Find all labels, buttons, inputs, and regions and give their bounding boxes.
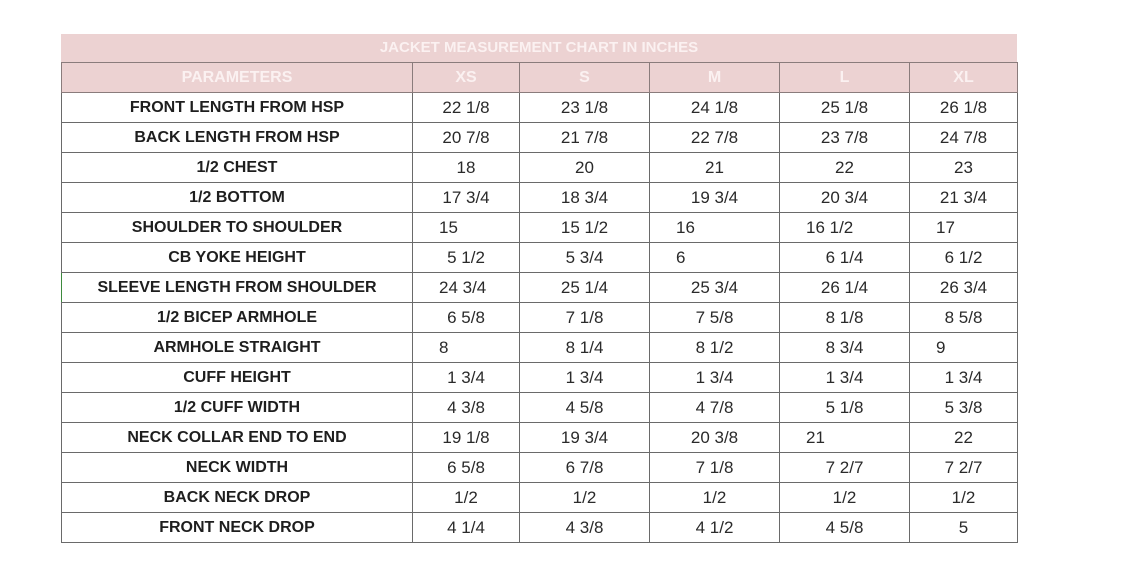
- value-cell: 25 3/4: [650, 273, 780, 303]
- value-cell: 8 1/8: [780, 303, 910, 333]
- value-cell: 21 7/8: [520, 123, 650, 153]
- value-cell: 7 1/8: [650, 453, 780, 483]
- table-row: [62, 273, 1018, 303]
- value-cell: 6 1/2: [910, 243, 1018, 273]
- value-cell: 6 7/8: [520, 453, 650, 483]
- value-cell: 7 5/8: [650, 303, 780, 333]
- table-row: [62, 393, 1018, 423]
- value-cell: 1 3/4: [520, 363, 650, 393]
- value-cell: 1 3/4: [413, 363, 520, 393]
- chart-title: JACKET MEASUREMENT CHART IN INCHES: [61, 34, 1017, 62]
- value-cell: 21: [780, 423, 910, 453]
- value-cell: 4 1/4: [413, 513, 520, 543]
- value-cell: 4 5/8: [780, 513, 910, 543]
- value-cell: 19 3/4: [520, 423, 650, 453]
- parameter-cell: ARMHOLE STRAIGHT: [62, 333, 413, 363]
- table-row: [62, 513, 1018, 543]
- value-cell: 6 5/8: [413, 303, 520, 333]
- value-cell: 4 1/2: [650, 513, 780, 543]
- value-cell: 4 3/8: [520, 513, 650, 543]
- table-row: [62, 423, 1018, 453]
- table-row: [62, 453, 1018, 483]
- value-cell: 24 1/8: [650, 93, 780, 123]
- value-cell: 7 2/7: [910, 453, 1018, 483]
- value-cell: 20 3/8: [650, 423, 780, 453]
- value-cell: 4 7/8: [650, 393, 780, 423]
- value-cell: 20: [520, 153, 650, 183]
- measurement-table: [61, 62, 1018, 543]
- value-cell: 1 3/4: [780, 363, 910, 393]
- table-row: [62, 483, 1018, 513]
- value-cell: 8 3/4: [780, 333, 910, 363]
- header-size-s: S: [520, 63, 650, 93]
- value-cell: 19 3/4: [650, 183, 780, 213]
- value-cell: 21: [650, 153, 780, 183]
- value-cell: 5 3/8: [910, 393, 1018, 423]
- parameter-cell: CUFF HEIGHT: [62, 363, 413, 393]
- value-cell: 4 5/8: [520, 393, 650, 423]
- value-cell: 8 1/2: [650, 333, 780, 363]
- parameter-cell: 1/2 CHEST: [62, 153, 413, 183]
- table-row: [62, 123, 1018, 153]
- header-size-l: L: [780, 63, 910, 93]
- table-row: [62, 213, 1018, 243]
- value-cell: 20 7/8: [413, 123, 520, 153]
- parameter-cell: NECK COLLAR END TO END: [62, 423, 413, 453]
- table-body: [62, 93, 1018, 543]
- value-cell: 22: [910, 423, 1018, 453]
- table-row: [62, 303, 1018, 333]
- value-cell: 23 7/8: [780, 123, 910, 153]
- value-cell: 5: [910, 513, 1018, 543]
- parameter-cell: FRONT LENGTH FROM HSP: [62, 93, 413, 123]
- value-cell: 1/2: [910, 483, 1018, 513]
- value-cell: 8 1/4: [520, 333, 650, 363]
- table-row: [62, 363, 1018, 393]
- parameter-cell: BACK NECK DROP: [62, 483, 413, 513]
- value-cell: 8: [413, 333, 520, 363]
- value-cell: 22: [780, 153, 910, 183]
- parameter-cell: 1/2 BICEP ARMHOLE: [62, 303, 413, 333]
- value-cell: 25 1/8: [780, 93, 910, 123]
- value-cell: 23: [910, 153, 1018, 183]
- value-cell: 5 3/4: [520, 243, 650, 273]
- parameter-cell: NECK WIDTH: [62, 453, 413, 483]
- table-row: [62, 183, 1018, 213]
- value-cell: 18 3/4: [520, 183, 650, 213]
- value-cell: 16 1/2: [780, 213, 910, 243]
- measurement-chart: [61, 34, 1017, 543]
- value-cell: 20 3/4: [780, 183, 910, 213]
- value-cell: 6: [650, 243, 780, 273]
- value-cell: 15: [413, 213, 520, 243]
- value-cell: 25 1/4: [520, 273, 650, 303]
- value-cell: 15 1/2: [520, 213, 650, 243]
- value-cell: 7 1/8: [520, 303, 650, 333]
- value-cell: 1 3/4: [910, 363, 1018, 393]
- value-cell: 22 1/8: [413, 93, 520, 123]
- parameter-cell: SLEEVE LENGTH FROM SHOULDER: [62, 273, 413, 303]
- value-cell: 6 1/4: [780, 243, 910, 273]
- value-cell: 22 7/8: [650, 123, 780, 153]
- value-cell: 21 3/4: [910, 183, 1018, 213]
- parameter-cell: BACK LENGTH FROM HSP: [62, 123, 413, 153]
- value-cell: 1/2: [520, 483, 650, 513]
- value-cell: 26 1/4: [780, 273, 910, 303]
- value-cell: 5 1/8: [780, 393, 910, 423]
- value-cell: 6 5/8: [413, 453, 520, 483]
- value-cell: 9: [910, 333, 1018, 363]
- value-cell: 1/2: [413, 483, 520, 513]
- parameter-cell: 1/2 BOTTOM: [62, 183, 413, 213]
- header-parameters: PARAMETERS: [62, 63, 413, 93]
- header-size-xl: XL: [910, 63, 1018, 93]
- value-cell: 5 1/2: [413, 243, 520, 273]
- value-cell: 16: [650, 213, 780, 243]
- value-cell: 26 3/4: [910, 273, 1018, 303]
- value-cell: 17 3/4: [413, 183, 520, 213]
- value-cell: 19 1/8: [413, 423, 520, 453]
- parameter-cell: FRONT NECK DROP: [62, 513, 413, 543]
- value-cell: 23 1/8: [520, 93, 650, 123]
- table-row: [62, 153, 1018, 183]
- table-row: [62, 243, 1018, 273]
- value-cell: 7 2/7: [780, 453, 910, 483]
- header-row: [62, 63, 1018, 93]
- table-row: [62, 333, 1018, 363]
- value-cell: 4 3/8: [413, 393, 520, 423]
- parameter-cell: CB YOKE HEIGHT: [62, 243, 413, 273]
- value-cell: 8 5/8: [910, 303, 1018, 333]
- value-cell: 1/2: [780, 483, 910, 513]
- value-cell: 1/2: [650, 483, 780, 513]
- value-cell: 24 3/4: [413, 273, 520, 303]
- value-cell: 17: [910, 213, 1018, 243]
- header-size-m: M: [650, 63, 780, 93]
- parameter-cell: 1/2 CUFF WIDTH: [62, 393, 413, 423]
- value-cell: 24 7/8: [910, 123, 1018, 153]
- value-cell: 26 1/8: [910, 93, 1018, 123]
- parameter-cell: SHOULDER TO SHOULDER: [62, 213, 413, 243]
- table-row: [62, 93, 1018, 123]
- value-cell: 18: [413, 153, 520, 183]
- value-cell: 1 3/4: [650, 363, 780, 393]
- header-size-xs: XS: [413, 63, 520, 93]
